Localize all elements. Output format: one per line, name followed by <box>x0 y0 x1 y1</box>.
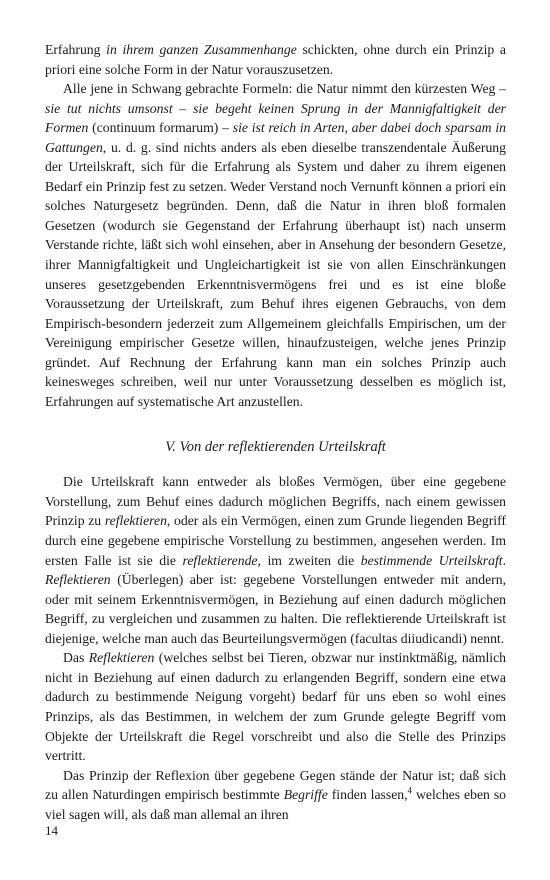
page-number: 14 <box>45 823 58 838</box>
text-span: welches eben so viel sagen will, als daß man allemal an ihren <box>45 787 506 822</box>
italic-span: reflektieren <box>104 513 167 529</box>
text-span: Alle jene in Schwang gebrachte Formeln: die Natur nimmt den kürzesten Weg – <box>63 81 506 97</box>
text-span: , im zweiten die <box>257 552 361 568</box>
text-span: (Überlegen) aber ist: gegebene Vorstellungen entweder mit andern, oder mit seinem Erkenntnisvermögen, in Beziehung auf einen dadurch möglichen Begriff, zu vergleichen und zusammen zu halten. Die reflektierende Urteilskraft ist diejenige, welche man auch das Beurteilungsvermögen (facultas diiudicandi) nennt. <box>45 572 506 646</box>
text-span: , u. d. g. sind nichts anders als eben dieselbe transzendentale Äußerung der Urteilskraft, sich für die Erfahrung als System und daher zu ihrem eigenen Bedarf ein Prinzip fest zu setzen. Weder Verstand noch Vernunft können a priori ein solches Naturgesetz begründen. Denn, daß die Natur in ihren bloß formalen Gesetzen (wodurch sie Gegenstand der Erfahrung überhaupt ist) nach unserm Verstande richte, läßt sich wohl einsehen, aber in Ansehung der besondern Gesetze, ihrer Mannigfaltigkeit und Ungleichartigkeit ist sie von allen Einschränkungen unseres gesetzgebenden Erkenntnisvermögens frei und es ist eine bloße Voraussetzung der Urteilskraft, zum Behuf ihres eigenen Gebrauchs, von dem Empirisch-besondern jederzeit zum Allgemeinem gleichfalls Empirischen, um der Vereinigung empirischer Gesetze willen, hinaufzusteigen, welche jenes Prinzip gründet. Auf Rechnung der Erfahrung kann man ein solches Prinzip auch keinesweges schreiben, weil nur unter Voraussetzung desselben es möglich ist, Erfahrungen auf systematische Art anzustellen. <box>45 139 506 409</box>
text-block-bottom <box>45 472 506 824</box>
paragraph-5 <box>45 766 506 825</box>
text-span: (continuum formarum) – <box>88 120 233 136</box>
italic-span: in ihrem ganzen Zusammenhange <box>106 42 297 57</box>
paragraph-4 <box>45 648 506 765</box>
text-span: Die Urteilskraft kann entweder als bloßes Vermögen, über eine gegebene Vorstellung, zum Behuf eines dadurch möglichen Begriffs, nach einem gewissen Prinzip zu <box>45 474 506 529</box>
text-span: , oder als ein Vermögen, einen zum Grunde liegenden Begriff durch eine gegebene empirische Vorstellung zu bestimmen, angesehen werden. Im ersten Falle ist sie die <box>45 513 506 568</box>
text-span: (welches selbst bei Tieren, obzwar nur instinktmäßig, nämlich nicht in Beziehung auf einen dadurch zu erlangenden Begriff, sondern eine etwa dadurch zu bestimmende Neigung vorgeht) bedarf für uns eben so wohl eines Prinzips, als das Bestimmen, in welchem der zum Grunde gelegte Begriff vom Objekte der Urteilskraft die Regel vorschreibt und also die Stelle des Prinzips vertritt. <box>45 650 506 764</box>
text-span: . <box>502 552 506 568</box>
italic-span: Reflektieren <box>45 572 111 588</box>
text-span: Erfahrung <box>45 42 107 57</box>
text-span: schickten, ohne durch ein Prinzip a priori eine solche Form in der Natur vorauszusetzen. <box>45 42 506 77</box>
text-span: Das Prinzip der Reflexion über gegebene Gegen stände der Natur ist; daß sich zu allen Naturdingen empirisch bestimmte <box>45 767 506 803</box>
italic-span: sie tut nichts umsonst – sie begeht keinen Sprung in der Mannigfaltigkeit der Formen <box>45 100 506 136</box>
text-block-top <box>45 40 506 411</box>
italic-span: Reflektieren <box>88 650 155 666</box>
italic-span: Begriffe <box>283 787 328 803</box>
footnote-marker[interactable]: 4 <box>407 785 413 796</box>
page-body <box>45 40 506 824</box>
section-heading: V. Von der reflektierenden Urteilskraft <box>165 439 386 456</box>
italic-span: reflektierende <box>182 552 258 568</box>
text-span: Das <box>63 650 89 666</box>
paragraph-3 <box>45 472 506 648</box>
paragraph-2 <box>45 79 506 411</box>
italic-span: bestimmende Urteilskraft <box>360 552 503 568</box>
italic-span: sie ist reich in Arten, aber dabei doch sparsam in Gattungen <box>45 120 506 155</box>
paragraph-1 <box>45 40 506 79</box>
text-span: finden lassen, <box>327 787 408 803</box>
